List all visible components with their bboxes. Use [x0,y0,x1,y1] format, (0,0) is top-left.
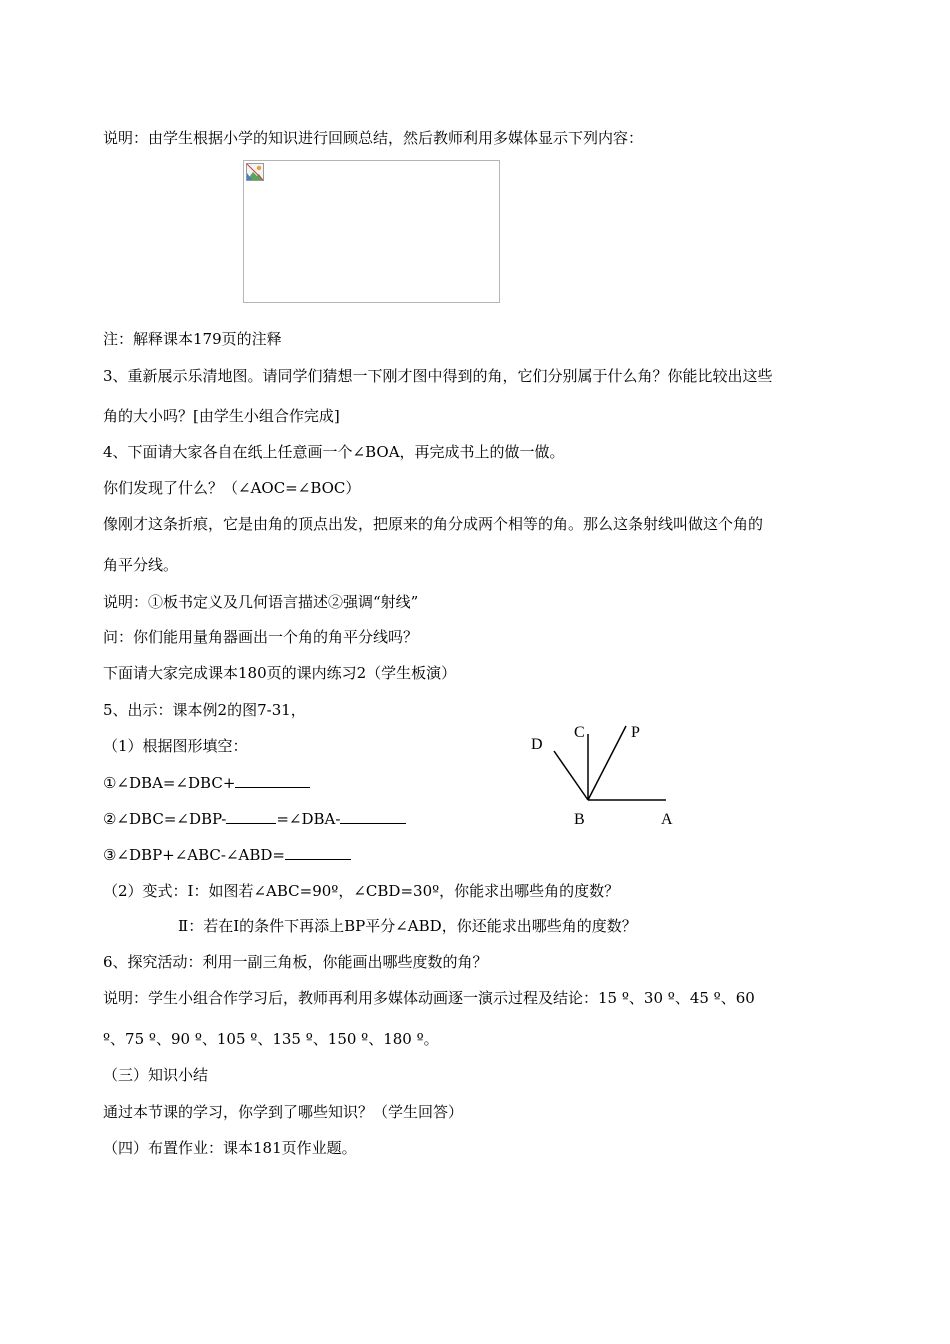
paragraph-line: 3、重新展示乐清地图。请同学们猜想一下刚才图中得到的角，它们分别属于什么角？你能比较出这些 [103,367,773,385]
ray-bp [588,726,626,800]
paragraph-line: 角平分线。 [103,556,179,574]
fill-blank-text: =∠DBA- [276,810,341,828]
answer-blank [285,845,351,860]
paragraph-line: 你们发现了什么？（∠AOC=∠BOC） [103,479,361,497]
paragraph-line: 4、下面请大家各自在纸上任意画一个∠BOA，再完成书上的做一做。 [103,443,565,461]
paragraph-line: º、75 º、90 º、105 º、135 º、150 º、180 º。 [103,1030,439,1048]
note-line: 说明：由学生根据小学的知识进行回顾总结，然后教师利用多媒体显示下列内容： [103,129,644,147]
label-a: A [661,811,673,828]
fill-blank-3 [103,845,351,865]
fill-blank-2 [103,809,406,829]
angle-figure [520,718,690,828]
paragraph-line: 5、出示：课本例2的图7-31， [103,701,306,719]
fill-blank-text: ③∠DBP+∠ABC-∠ABD= [103,846,285,864]
label-d: D [531,736,543,753]
answer-blank [340,809,406,824]
paragraph-line: 说明：①板书定义及几何语言描述②强调“射线” [103,593,419,611]
paragraph-line: 角的大小吗？[由学生小组合作完成] [103,407,340,425]
answer-blank [235,773,310,788]
note-line: 注：解释课本179页的注释 [103,330,282,348]
broken-image-icon [246,163,264,181]
fill-blank-text: ①∠DBA=∠DBC+ [103,774,236,792]
paragraph-line: （2）变式：Ⅰ：如图若∠ABC=90º，∠CBD=30º，你能求出哪些角的度数？ [103,882,620,900]
fill-blank-1 [103,773,310,793]
label-c: C [574,724,585,741]
paragraph-line: 像刚才这条折痕，它是由角的顶点出发，把原来的角分成两个相等的角。那么这条射线叫做这个角的 [103,515,764,533]
paragraph-line: 6、探究活动：利用一副三角板，你能画出哪些度数的角？ [103,953,488,971]
section-heading: （四）布置作业：课本181页作业题。 [103,1139,357,1157]
image-placeholder [243,160,500,303]
paragraph-line: 问：你们能用量角器画出一个角的角平分线吗？ [103,628,419,646]
paragraph-line: 下面请大家完成课本180页的课内练习2（学生板演） [103,664,457,682]
answer-blank [226,809,276,824]
fill-blank-text: ②∠DBC=∠DBP- [103,810,227,828]
label-p: P [631,724,640,741]
paragraph-line: 说明：学生小组合作学习后，教师再利用多媒体动画逐一演示过程及结论：15 º、30 º、45 º、60 [103,989,755,1007]
section-heading: （三）知识小结 [103,1066,209,1084]
paragraph-line: Ⅱ：若在Ⅰ的条件下再添上BP平分∠ABD，你还能求出哪些角的度数？ [178,917,637,935]
paragraph-line: （1）根据图形填空： [103,737,248,755]
label-b: B [574,811,585,828]
paragraph-line: 通过本节课的学习，你学到了哪些知识？（学生回答） [103,1103,464,1121]
ray-bd [554,751,588,800]
